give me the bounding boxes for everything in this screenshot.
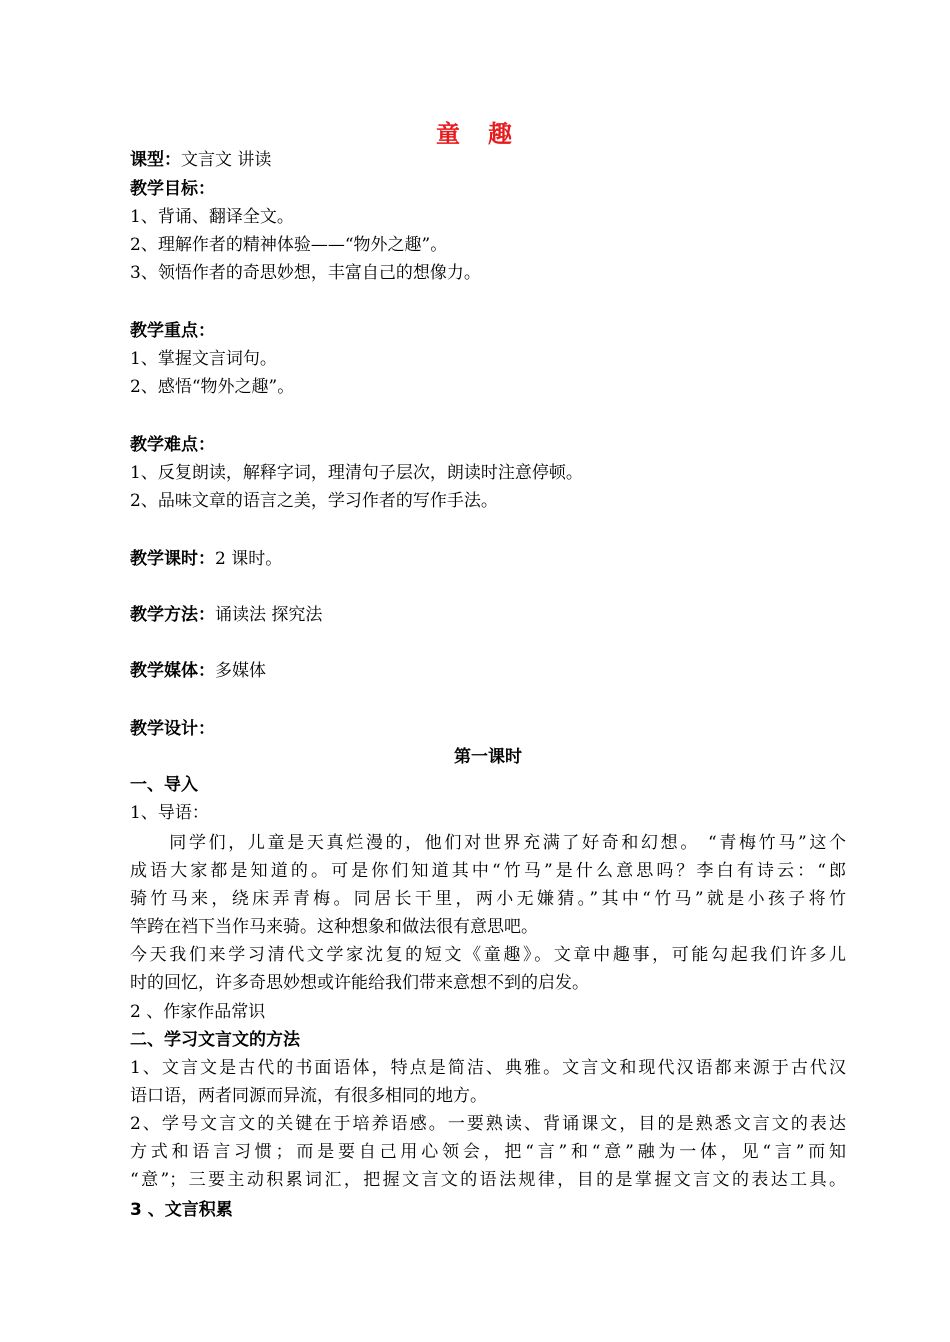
s2-p1-line: 1、文言文是古代的书面语体，特点是简洁、典雅。文言文和现代汉语都来源于古代汉 [130,1058,846,1078]
para1-line: 同学们，儿童是天真烂漫的，他们对世界充满了好奇和幻想。 “青梅竹马”这个 [130,833,846,853]
course-type-line [130,146,846,174]
section2-heading: 二、学习文言文的方法 [130,1030,300,1050]
section2-sub3: 3 、文言积累 [130,1200,233,1220]
para1-line: 成语大家都是知道的。可是你们知道其中“竹马”是什么意思吗？李白有诗云：“郎 [130,861,846,881]
difficulties-heading: 教学难点： [130,435,215,455]
s2-p2-line: “意”；三要主动积累词汇，把握文言文的语法规律，目的是掌握文言文的表达工具。 [130,1170,846,1190]
goals-heading: 教学目标： [130,179,215,199]
media-line [130,657,846,685]
para2-line: 今天我们来学习清代文学家沈复的短文《童趣》。文章中趣事，可能勾起我们许多儿 [130,945,846,965]
hours-line [130,545,846,573]
method-label: 教学方法： [130,605,215,625]
s2-p1-line: 语口语，两者同源而异流，有很多相同的地方。 [130,1086,487,1106]
s2-p2-line: 2、学号文言文的关键在于培养语感。一要熟读、背诵课文，目的是熟悉文言文的表达 [130,1114,846,1134]
course-type-label: 课型： [130,150,181,170]
document-title: 童 趣 [436,120,514,148]
method-value: 诵读法 探究法 [215,605,323,625]
course-type-value: 文言文 讲读 [181,150,272,170]
difficulty-item: 2、品味文章的语言之美，学习作者的写作手法。 [130,491,498,511]
method-line [130,601,846,629]
s2-p2-line: 方式和语言习惯；而是要自己用心领会，把“言”和“意”融为一体，见“言”而知 [130,1142,846,1162]
section1-sub1: 1、导语： [130,803,209,823]
media-label: 教学媒体： [130,661,215,681]
hours-value: 2 课时。 [215,549,283,569]
difficulty-item: 1、反复朗读，解释字词，理清句子层次，朗读时注意停顿。 [130,463,583,483]
para2-line: 时的回忆，许多奇思妙想或许能给我们带来意想不到的启发。 [130,973,589,993]
goal-item: 2、理解作者的精神体验——“物外之趣”。 [130,235,448,255]
section1-sub2: 2 、作家作品常识 [130,1002,266,1022]
section1-heading: 一、导入 [130,775,198,795]
key-points-heading: 教学重点： [130,321,215,341]
para1-line: 骑竹马来，绕床弄青梅。同居长干里，两小无嫌猜。”其中“竹马”就是小孩子将竹 [130,889,846,909]
key-point-item: 1、掌握文言词句。 [130,349,277,369]
para1-line: 竿跨在裆下当作马来骑。这种想象和做法很有意思吧。 [130,917,538,937]
design-label: 教学设计： [130,719,215,739]
media-value: 多媒体 [215,661,266,681]
goal-item: 1、背诵、翻译全文。 [130,207,294,227]
hours-label: 教学课时： [130,549,215,569]
lesson-title: 第一课时 [454,747,522,767]
goal-item: 3、领悟作者的奇思妙想，丰富自己的想像力。 [130,263,481,283]
key-point-item: 2、感悟“物外之趣”。 [130,377,295,397]
